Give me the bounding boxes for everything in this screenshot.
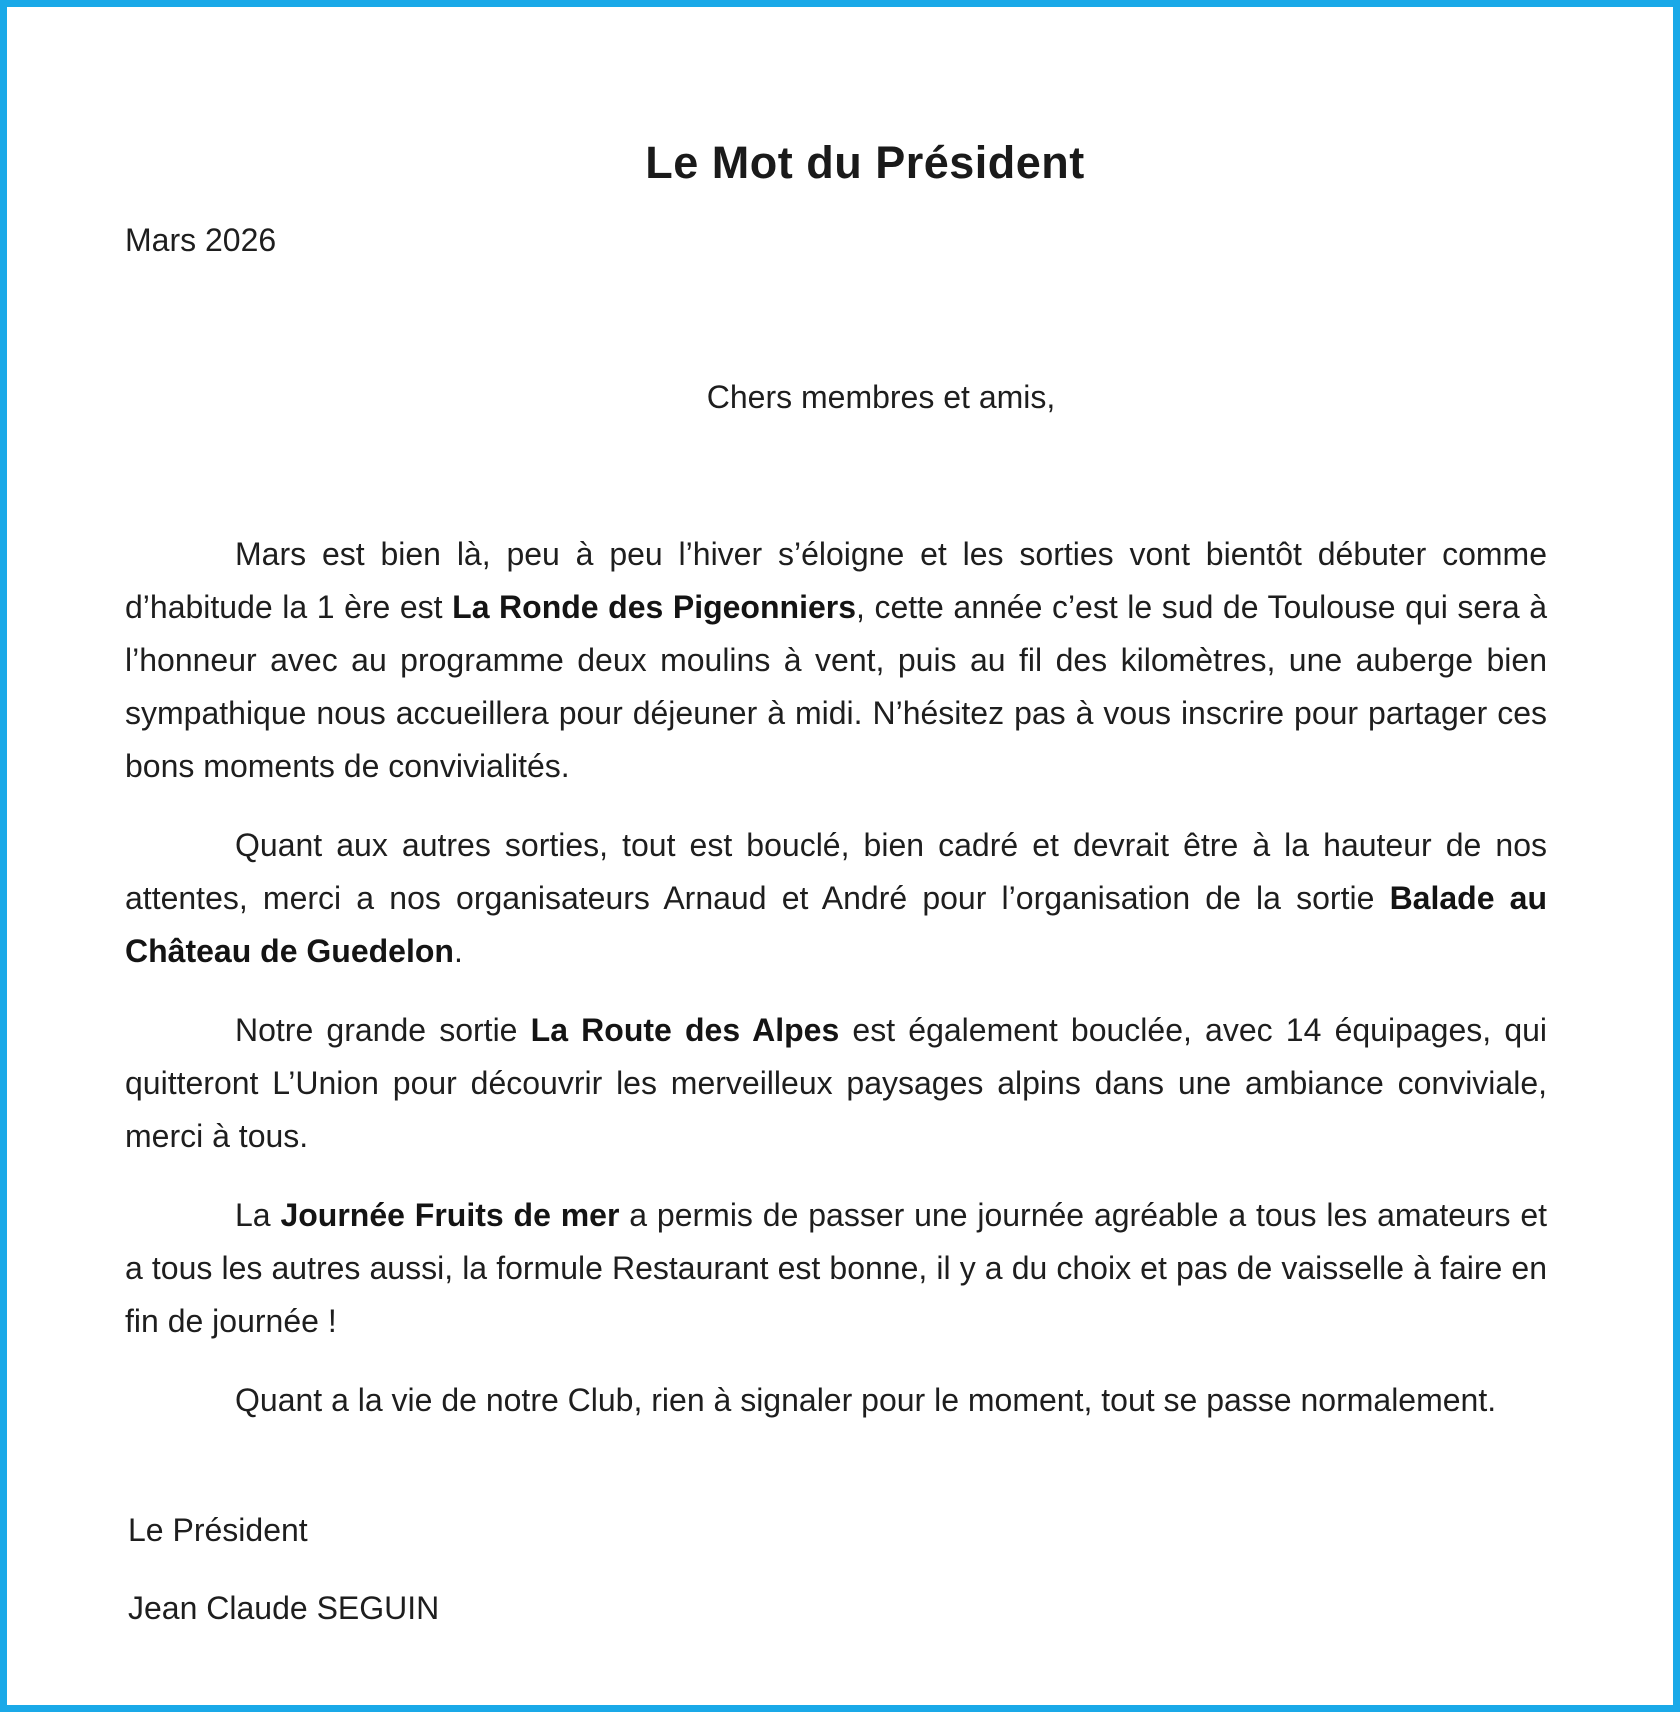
paragraph [125, 819, 1547, 978]
paragraph [125, 1004, 1547, 1163]
bold-text-run: La Route des Alpes [530, 1012, 840, 1048]
signature-role: Le Président [128, 1512, 308, 1548]
text-run: a permis de passer une journée agréable a tous les amateurs et a tous les autres aussi, la formule Restaurant est bonne, il y a du choix et pas de vaisselle à faire en fin de journée ! [125, 1197, 1548, 1339]
signature-name: Jean Claude SEGUIN [128, 1590, 440, 1626]
text-run: Notre grande sortie [235, 1012, 531, 1048]
text-run: est également bouclée, avec 14 équipages, qui quitteront L’Union pour découvrir les merveilleux paysages alpins dans une ambiance conviviale, merci à tous. [125, 1012, 1548, 1154]
bold-text-run: La Ronde des Pigeonniers [452, 589, 857, 625]
text-run: Quant aux autres sorties, tout est bouclé, bien cadré et devrait être à la hauteur de nos attentes, merci a nos organisateurs Arnaud et André pour l’organisation de la sortie [125, 827, 1547, 916]
letter-title: Le Mot du Président [645, 137, 1085, 188]
letter-greeting: Chers membres et amis, [706, 379, 1056, 415]
text-run: La [235, 1197, 281, 1233]
bold-text-run: Journée Fruits de mer [280, 1197, 620, 1233]
paragraph [125, 528, 1547, 793]
paragraph [125, 1374, 1547, 1427]
text-run: Mars est bien là, peu à peu l’hiver s’éloigne et les sorties vont bientôt débuter comme d’habitude la 1 ère est [125, 536, 1547, 625]
text-run: . [453, 933, 463, 969]
letter-date: Mars 2026 [125, 222, 277, 258]
text-run: , cette année c’est le sud de Toulouse qui sera à l’honneur avec au programme deux moulins à vent, puis au fil des kilomètres, une auberge bien sympathique nous accueillera pour déjeuner à midi. N’hésitez pas à vous inscrire pour partager ces bons moments de convivialités. [125, 589, 1548, 784]
bold-text-run: Balade au Château de Guedelon [125, 880, 1548, 969]
text-run: Quant a la vie de notre Club, rien à signaler pour le moment, tout se passe normalement. [235, 1382, 1497, 1418]
letter-body [125, 528, 1547, 1453]
paragraph [125, 1189, 1547, 1348]
